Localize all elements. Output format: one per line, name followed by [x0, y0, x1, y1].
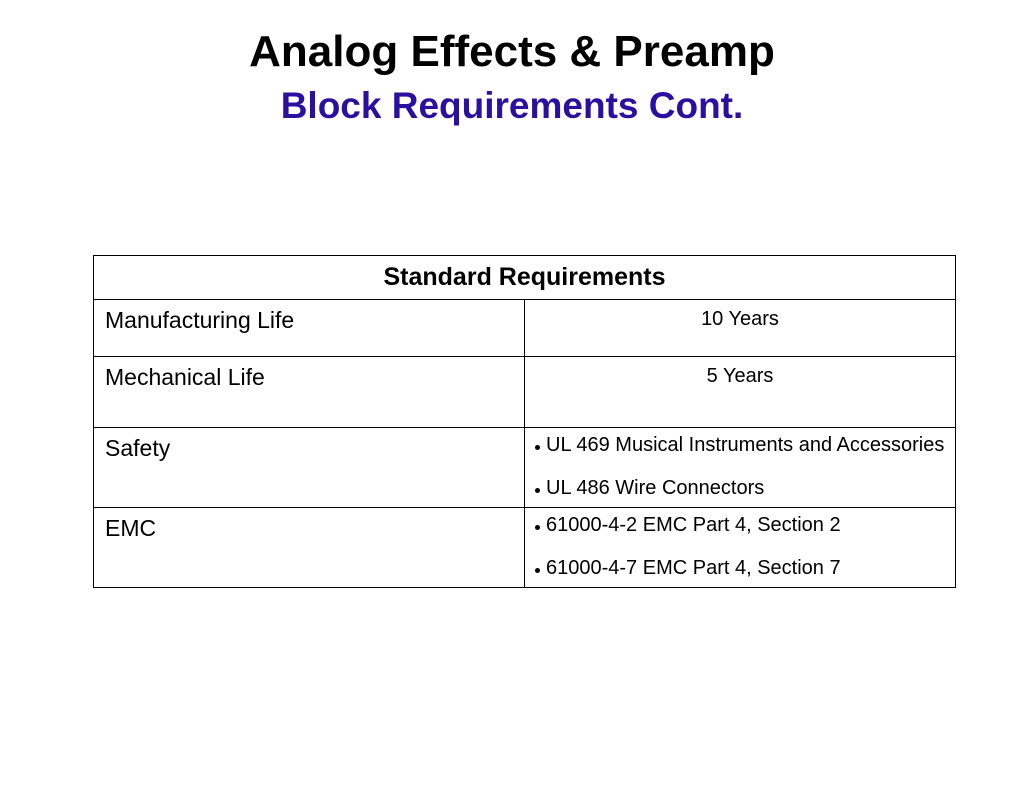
row-value: 10 Years [525, 300, 956, 357]
slide-subtitle: Block Requirements Cont. [280, 85, 744, 126]
row-label: Manufacturing Life [94, 300, 525, 357]
row-label: EMC [94, 508, 525, 588]
table-header: Standard Requirements [94, 256, 956, 300]
table-row [94, 428, 956, 508]
table-row [94, 300, 956, 357]
bullet-icon [535, 525, 540, 530]
row-label: Mechanical Life [94, 357, 525, 428]
bullet-icon [535, 445, 540, 450]
slide-title: Analog Effects & Preamp [249, 27, 775, 76]
row-value: 5 Years [525, 357, 956, 428]
list-item-text: 61000-4-7 EMC Part 4, Section 7 [546, 557, 841, 579]
table-row [94, 508, 956, 588]
bullet-icon [535, 568, 540, 573]
list-item [535, 476, 955, 500]
row-label: Safety [94, 428, 525, 508]
list-item [535, 513, 955, 537]
row-bullet-list [525, 428, 956, 508]
list-item [535, 433, 955, 457]
row-bullet-list [525, 508, 956, 588]
list-item-text: 61000-4-2 EMC Part 4, Section 2 [546, 514, 841, 536]
bullet-icon [535, 488, 540, 493]
list-item [535, 556, 955, 580]
list-item-text: UL 469 Musical Instruments and Accessories [546, 434, 945, 456]
requirements-table [93, 255, 956, 588]
table-row [94, 357, 956, 428]
list-item-text: UL 486 Wire Connectors [546, 477, 765, 499]
table-header-row [94, 256, 956, 300]
